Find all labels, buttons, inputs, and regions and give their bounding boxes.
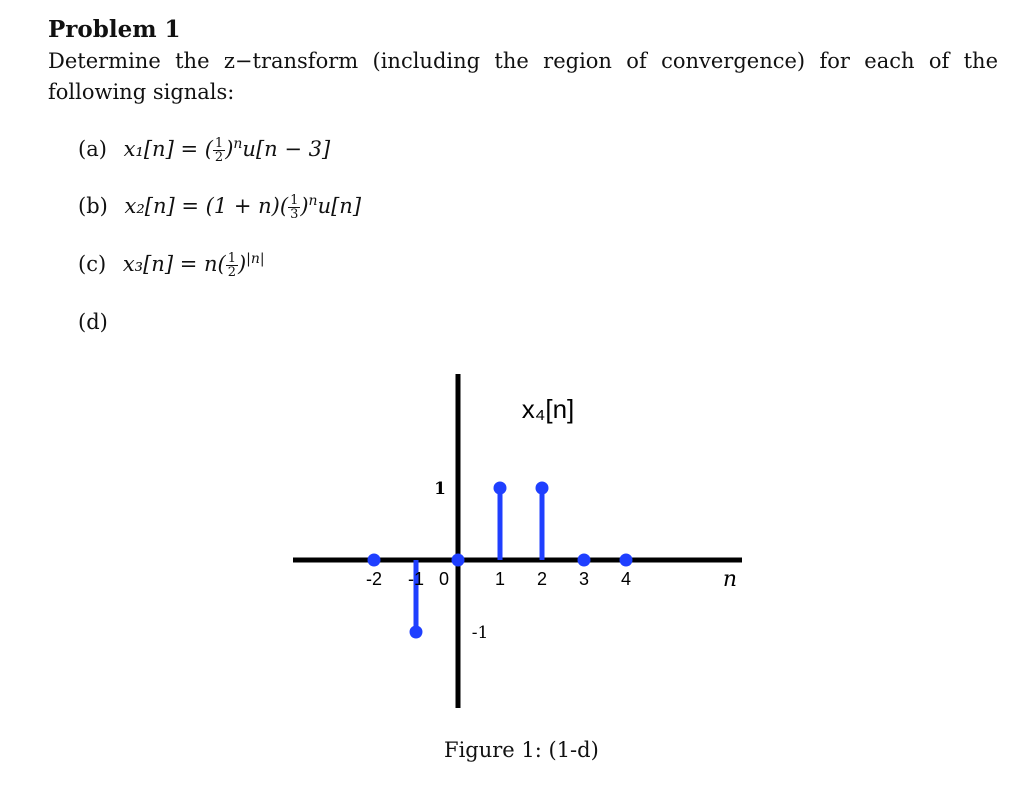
stem-point (494, 482, 507, 495)
x-tick-label: -2 (365, 569, 383, 589)
item-b-den: 3 (290, 207, 299, 222)
y-tick-label: 1 (434, 479, 446, 499)
item-a-label: (a) (78, 137, 107, 161)
item-b-label: (b) (78, 194, 108, 218)
item-b-rhs: u[n] (317, 194, 362, 218)
figure-caption: Figure 1: (1-d) (444, 738, 599, 762)
item-a-rhs: u[n − 3] (242, 137, 331, 161)
item-c-num: 1 (227, 251, 236, 266)
item-c-exp: |n| (246, 251, 265, 267)
stem-point (536, 482, 549, 495)
item-a-exp: n (233, 136, 243, 152)
plot-title: x₄[n] (521, 394, 575, 424)
stem-point (410, 626, 423, 639)
x-tick-label: 4 (620, 569, 632, 589)
x-tick-label: 3 (578, 569, 590, 589)
x-tick-label: -1 (407, 569, 425, 589)
stem-point (620, 554, 633, 567)
x-axis-label: n (722, 567, 738, 592)
x-tick-label: 2 (536, 569, 548, 589)
stem-point (452, 554, 465, 567)
item-a-den: 2 (214, 150, 224, 165)
item-c-den: 2 (227, 265, 236, 280)
item-a-lhs: x₁[n] = ( (123, 137, 213, 161)
item-c-label: (c) (78, 252, 107, 276)
y-tick-label: -1 (471, 623, 489, 643)
problem-intro: Determine the z−transform (including the region of convergence) for each of the following signals: (48, 49, 998, 104)
stem-point (368, 554, 381, 567)
item-c-close: ) (237, 252, 247, 276)
item-d-label: (d) (78, 310, 108, 334)
item-b-lhs: x₂[n] = (1 + n)( (124, 194, 289, 218)
x-tick-label: 1 (494, 569, 506, 589)
x-tick-label: 0 (438, 569, 450, 589)
item-c-lhs: x₃[n] = n( (122, 252, 226, 276)
item-a-close: ) (225, 137, 234, 161)
problem-title: Problem 1 (48, 16, 181, 43)
item-a-num: 1 (214, 136, 224, 151)
item-b-close: ) (300, 194, 309, 218)
stem-point (578, 554, 591, 567)
item-b-num: 1 (290, 193, 299, 208)
item-b-exp: n (308, 193, 318, 209)
